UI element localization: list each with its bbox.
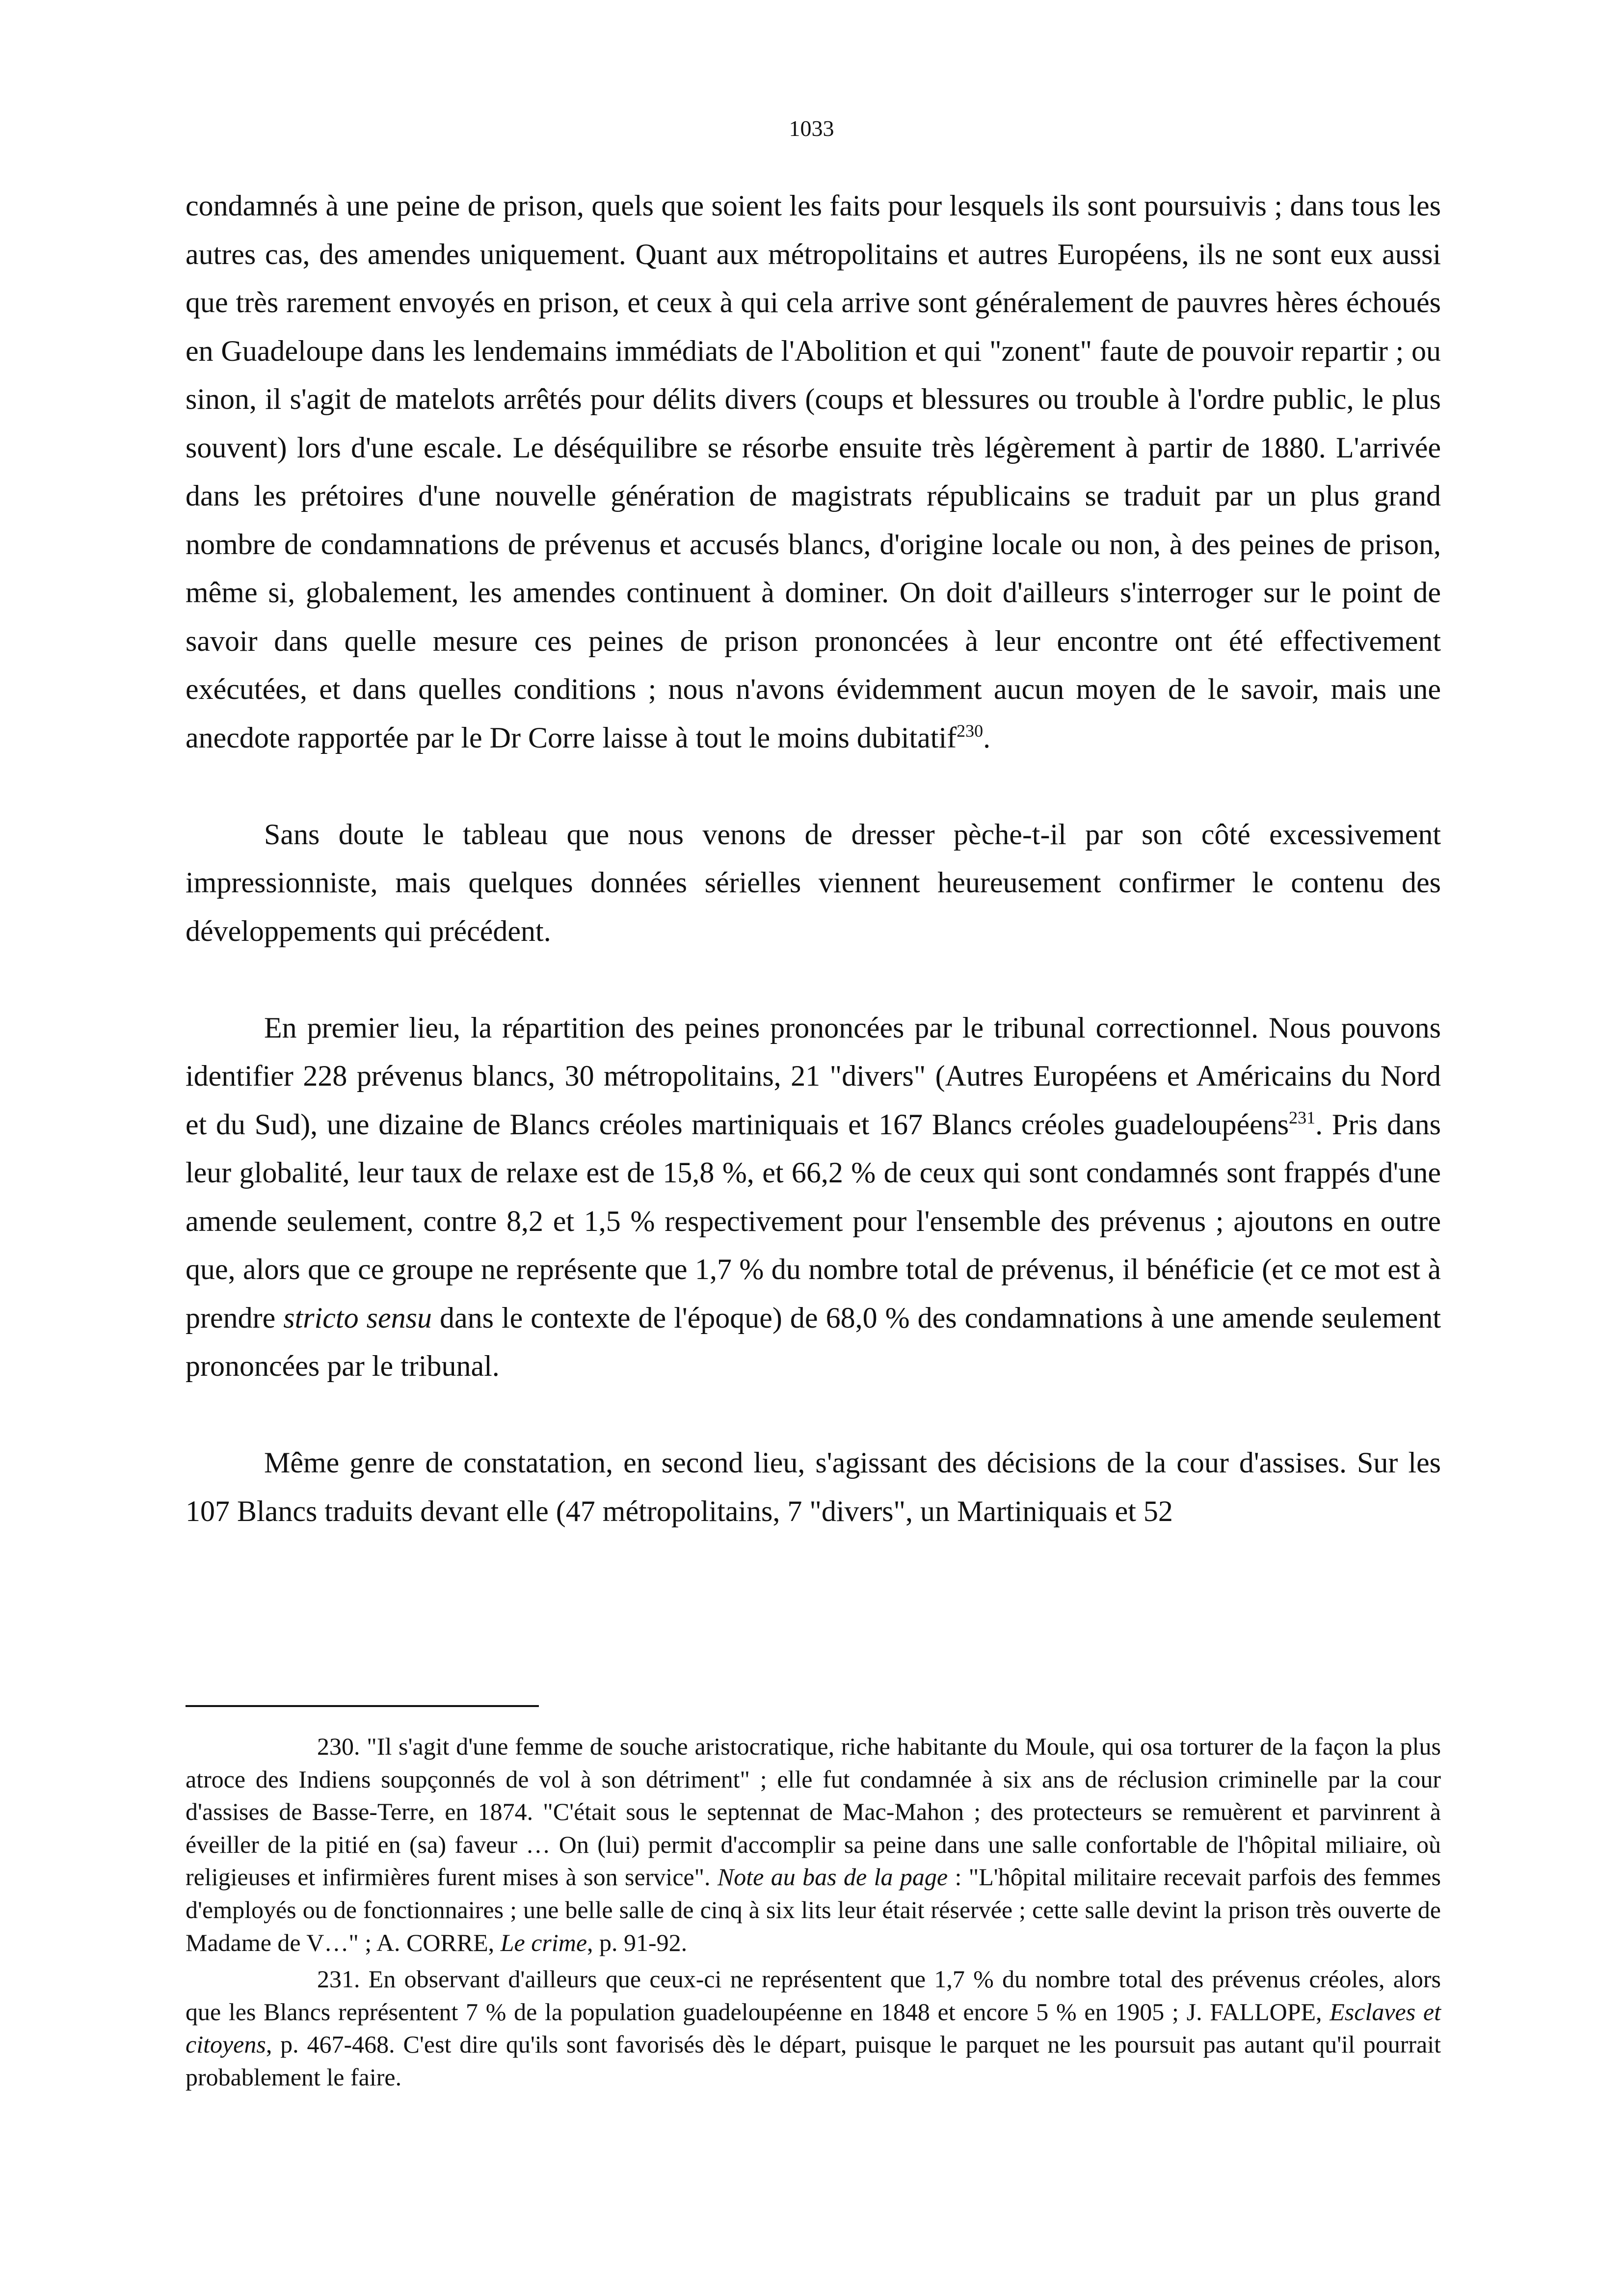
paragraph-1: [186, 182, 1441, 762]
paragraph-4: Même genre de constatation, en second lieu, s'agissant des décisions de la cour d'assises. Sur les 107 Blancs traduits devant elle (47 métropolitains, 7 "divers", un Martiniquais et 52: [186, 1446, 1441, 1527]
paragraph-3-text-a: En premier lieu, la répartition des peines prononcées par le tribunal correctionnel. Nous pouvons identifier 228 prévenus blancs, 30 métropolitains, 21 "divers" (Autres Européens et Américains du Nord et du Sud), une dizaine de Blancs créoles martiniquais et 167 Blancs créoles guadeloupéens: [186, 1011, 1441, 1141]
footnote-separator: [186, 1705, 539, 1707]
footnote-230-italic-1: Note au bas de la page: [717, 1863, 948, 1891]
paragraph-3-text-b: . Pris dans leur globalité, leur taux de relaxe est de 15,8 %, et 66,2 % de ceux qui sont condamnés sont frappés d'une amende seulement, contre 8,2 et 1,5 % respectivement pour l'ensemble des prévenus ; ajoutons en outre que, alors que ce groupe ne représente que 1,7 % du nombre total de prévenus, il bénéficie (et ce mot est à prendre: [186, 1108, 1441, 1334]
paragraph-1-text: condamnés à une peine de prison, quels que soient les faits pour lesquels ils sont poursuivis ; dans tous les autres cas, des amendes uniquement. Quant aux métropolitains et autres Européens, ils ne sont eux aussi que très rarement envoyés en prison, et ceux à qui cela arrive sont généralement de pauvres hères échoués en Guadeloupe dans les lendemains immédiats de l'Abolition et qui "zonent" faute de pouvoir repartir ; ou sinon, il s'agit de matelots arrêtés pour délits divers (coups et blessures ou trouble à l'ordre public, le plus souvent) lors d'une escale. Le déséquilibre se résorbe ensuite très légèrement à partir de 1880. L'arrivée dans les prétoires d'une nouvelle génération de magistrats républicains se traduit par un plus grand nombre de condamnations de prévenus et accusés blancs, d'origine locale ou non, à des peines de prison, même si, globalement, les amendes continuent à dominer. On doit d'ailleurs s'interroger sur le point de savoir dans quelle mesure ces peines de prison prononcées à leur encontre ont été effectivement exécutées, et dans quelles conditions ; nous n'avons évidemment aucun moyen de le savoir, mais une anecdote rapportée par le Dr Corre laisse à tout le moins dubitatif: [186, 189, 1441, 754]
paragraph-1-end: .: [983, 721, 991, 754]
main-text: [186, 182, 1441, 1535]
paragraph-3: [186, 1004, 1441, 1390]
footnote-231-italic: Esclaves et citoyens: [186, 1998, 1441, 2058]
footnote-231-text-a: 231. En observant d'ailleurs que ceux-ci ne représentent que 1,7 % du nombre total des prévenus créoles, alors que les Blancs représentent 7 % de la population guadeloupéenne en 1848 et encore 5 % en 1905 ; J. FALLOPE,: [186, 1965, 1441, 2026]
footnote-ref-231: 231: [1289, 1107, 1316, 1127]
footnote-231-text-b: , p. 467-468. C'est dire qu'ils sont favorisés dès le départ, puisque le parquet ne les poursuit pas autant qu'il pourrait probablement le faire.: [186, 2030, 1441, 2091]
footnote-230-text-a: 230. "Il s'agit d'une femme de souche aristocratique, riche habitante du Moule, qui osa torturer de la façon la plus atroce des Indiens soupçonnés de vol à son détriment" ; elle fut condamnée à six ans de réclusion criminelle par la cour d'assises de Basse-Terre, en 1874. "C'était sous le septennat de Mac-Mahon ; des protecteurs se remuèrent et parvinrent à éveiller de la pitié en (sa) faveur … On (lui) permit d'accomplir sa peine dans une salle confortable de l'hôpital miliaire, où religieuses et infirmières furent mises à son service".: [186, 1733, 1441, 1891]
footnotes: [186, 1730, 1441, 2098]
footnote-231: [186, 1963, 1441, 2093]
footnote-230-text-b: : "L'hôpital militaire recevait parfois des femmes d'employés ou de fonctionnaires ; une belle salle de cinq à six lits leur était réservée ; cette salle devint la prison très ouverte de Madame de V…" ; A. CORRE,: [186, 1863, 1441, 1956]
footnote-230-text-c: , p. 91-92.: [587, 1928, 688, 1956]
paragraph-2: Sans doute le tableau que nous venons de dresser pèche-t-il par son côté excessivement impressionniste, mais quelques données sérielles viennent heureusement confirmer le contenu des développements qui précédent.: [186, 818, 1441, 947]
page-number: 1033: [789, 116, 834, 141]
paragraph-3-italic: stricto sensu: [283, 1301, 432, 1334]
footnote-230-italic-2: Le crime: [500, 1928, 587, 1956]
footnote-230: [186, 1730, 1441, 1959]
paragraph-3-text-c: dans le contexte de l'époque) de 68,0 % des condamnations à une amende seulement prononcées par le tribunal.: [186, 1301, 1441, 1382]
footnote-ref-230: 230: [957, 721, 984, 741]
